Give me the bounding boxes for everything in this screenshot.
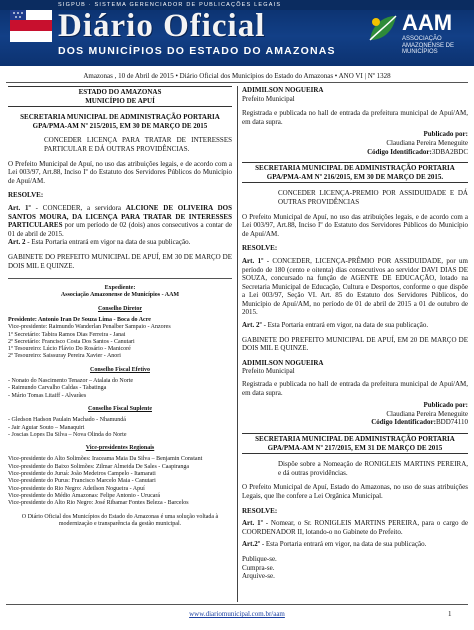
portaria-217-resolve: RESOLVE: bbox=[242, 506, 278, 515]
portaria-216-title: SECRETARIA MUNICIPAL DE ADMINISTRAÇÃO PORTARIA GPA/PMA-AM Nº 216/2015, EM 30 DE MARÇO DE 2015. bbox=[242, 162, 468, 183]
diretor-line: Presidente: Antonio Iran De Souza Lima - Boca do Acre bbox=[8, 316, 151, 323]
portaria-215-title: SECRETARIA MUNICIPAL DE ADMINISTRAÇÃO PORTARIA GPA/PMA-AM Nº 215/2015, EM 30 DE MARÇO DE 2015 bbox=[20, 113, 220, 130]
signature-1-role: Prefeito Municipal bbox=[242, 94, 295, 103]
aam-logo-acronym: AAM bbox=[402, 10, 453, 35]
edition-dateline: Amazonas , 10 de Abril de 2015 • Diário Oficial dos Municípios do Estado do Amazonas • ANO VI | Nº 1328 bbox=[83, 72, 391, 80]
closing-formula: Publique-se. bbox=[242, 554, 277, 563]
footer-note: O Diário Oficial dos Municípios do Estado do Amazonas é uma solução voltada à modernização e transparência da gestão municipal. bbox=[21, 513, 219, 527]
code-value: 3DBA2BDC bbox=[431, 147, 468, 156]
right-column bbox=[242, 86, 468, 581]
art1-rest: por um período de 02 (dois) anos consecutivos a contar de 01 de abril de 2015. bbox=[8, 221, 232, 238]
expediente-rule bbox=[8, 278, 232, 279]
signature-2-role: Prefeito Municipal bbox=[242, 367, 295, 376]
amazonas-flag-icon bbox=[10, 10, 52, 42]
art2-text: - Esta Portaria entrará em vigor, na data de sua publicação. bbox=[260, 540, 427, 549]
portaria-215-summary: CONCEDER LICENÇA PARA TRATAR DE INTERESSES PARTICULAR E DÁ OUTRAS PROVIDÊNCIAS. bbox=[44, 136, 232, 153]
code-label: Código Identificador: bbox=[371, 418, 436, 427]
portaria-215-resolve: RESOLVE: bbox=[8, 191, 44, 200]
art1-text: - CONCEDER, a servidora bbox=[30, 203, 126, 212]
page-number: 1 bbox=[448, 610, 452, 618]
portaria-217-body: O Prefeito Municipal de Apuí, Estado do Amazonas, no uso de suas atribuições Legais, que lhe confere a Lei Orgânica Municipal. bbox=[242, 483, 468, 500]
code-label: Código Identificador: bbox=[367, 147, 432, 156]
conselho-fiscal-efetivo-heading: Conselho Fiscal Efetivo bbox=[90, 366, 150, 373]
conselho-fiscal-suplente-heading: Conselho Fiscal Suplente bbox=[87, 405, 152, 412]
regional-line: Vice-presidente do Baixo Solimões: Zilmar Almeida De Sales - Caapiranga bbox=[8, 463, 190, 470]
art2-text: - Esta Portaria entrará em vigor na data de sua publicação. bbox=[25, 238, 191, 247]
fiscal-efetivo-line: - Nonato do Nascimento Tenazor – Atalaia do Norte bbox=[8, 378, 134, 385]
fiscal-efetivo-line: - Raimundo Carvalho Caldas - Tabatinga bbox=[8, 385, 107, 392]
portaria-216-resolve: RESOLVE: bbox=[242, 244, 278, 253]
closing-formulas bbox=[242, 555, 468, 581]
art1-label: Art. 1º bbox=[8, 203, 31, 212]
aam-leaf-icon bbox=[366, 12, 400, 46]
art1-text: - CONCEDER, LICENÇA-PRÊMIO POR ASSIDUIDADE, por um período de 180 (cento e oitenta) dias consecutivos ao servidor DAVI DIAS DE SOUZA, concursado na função de AGENTE DE EDUCAÇÃO, lotado na Secretaria Municipal de Educação, Cultura e Desportos, conforme o que dispõe a Lei 003/97, Seção VI. Art. 85 do Estatuto dos Servidores Públicos, do Município de Apuí/AM, no período de 01 de abril de 2015 a 01 de outubro de 2015. bbox=[242, 256, 468, 317]
aam-logo-subtitle: ASSOCIAÇÃO AMAZONENSE DE MUNICÍPIOS bbox=[402, 36, 455, 55]
publisher-2-code bbox=[242, 418, 468, 427]
portaria-216-closing: GABINETE DO PREFEITO MUNICIPAL DE APUÍ, EM 20 DE MARÇO DE DOIS MIL E QUINZE. bbox=[242, 335, 468, 353]
closing-formula: Arquive-se. bbox=[242, 572, 275, 581]
municipality-name: MUNICÍPIO DE APUÍ bbox=[85, 96, 155, 105]
regional-line: Vice-presidente do Médio Amazonas: Felipe Antonio - Urucará bbox=[8, 492, 161, 499]
art2-label: Art. 2 bbox=[8, 238, 26, 247]
fiscal-suplente-list bbox=[8, 417, 232, 439]
expediente-org: Associação Amazonense de Municípios - AAM bbox=[60, 292, 180, 299]
regional-line: Vice-presidente do Alto Rio Negro: José Ribamar Fontes Beleza - Barcelos bbox=[8, 500, 189, 507]
portaria-217-art1 bbox=[242, 519, 468, 536]
footer-rule bbox=[6, 604, 468, 605]
publisher-2-name: Claudiana Pereira Meneguite bbox=[386, 409, 468, 418]
fiscal-suplente-line: - Joscias Lopes Da Silva – Nova Olinda do Norte bbox=[8, 431, 127, 438]
portaria-217-art2 bbox=[242, 540, 468, 549]
signature-2-name: ADIMILSON NOGUEIRA bbox=[242, 358, 324, 367]
aam-logo bbox=[366, 4, 470, 62]
published-by-label-2: Publicado por: bbox=[423, 401, 468, 410]
diretor-line: 2º Secretário: Francisco Costa Dos Santos - Canutari bbox=[8, 338, 135, 345]
signature-1-name: ADIMILSON NOGUEIRA bbox=[242, 86, 324, 94]
dateline-rule bbox=[6, 82, 468, 83]
diretor-line: 1º Tesoureiro: Lúcio Flávio Do Rosário - Manicoré bbox=[8, 346, 131, 353]
art1-bold: ALCIONE DE OLIVEIRA DOS SANTOS MOURA, DA LICENÇA PARA TRATAR DE INTERESSES PARTICULARES bbox=[8, 203, 232, 230]
portaria-216-body: O Prefeito Municipal de Apuí, no uso das atribuições legais, e de acordo com a Lei 003/97, Art.88, Inciso Iº do Estatuto dos Servidores Públicos do Município de Apuí/AM. bbox=[242, 212, 468, 238]
expediente-label: Expediente: bbox=[104, 285, 136, 292]
regional-line: Vice-presidente do Rio Negro: Adeilson Nogueira - Apuí bbox=[8, 485, 145, 492]
fiscal-efetivo-list bbox=[8, 378, 232, 400]
fiscal-suplente-line: - Gledson Hadson Paulain Machado - Nhamundá bbox=[8, 417, 126, 424]
diretor-line: 2º Tesoureiro: Saissuray Pereira Xavier - Anori bbox=[8, 353, 121, 360]
regional-line: Vice-presidente do Purus: Francisco Marcelo Maia - Canutari bbox=[8, 478, 156, 485]
art2-label: Art.2º bbox=[242, 540, 261, 549]
portaria-217-summary: Dispõe sobre a Nomeação de RONIGLEIS MARTINS PEREIRA, e dá outras providências. bbox=[278, 460, 468, 477]
fiscal-suplente-line: - Jair Aguiar Souto – Manaquiri bbox=[8, 424, 85, 431]
portaria-216-art2 bbox=[242, 321, 468, 330]
column-separator bbox=[237, 86, 238, 602]
conselho-diretor-heading: Conselho Diretor bbox=[97, 305, 143, 312]
portaria-215-art2 bbox=[8, 238, 232, 247]
publication-title: Diário Oficial bbox=[58, 8, 266, 44]
publisher-1-name: Claudiana Pereira Meneguite bbox=[386, 138, 468, 147]
regionais-list bbox=[8, 456, 232, 507]
art2-label: Art. 2º bbox=[242, 321, 262, 330]
footer-website-link[interactable]: www.diariomunicipal.com.br/aam bbox=[189, 610, 285, 618]
published-by-label-1: Publicado por: bbox=[423, 130, 468, 139]
diretor-line: Vice-presidente: Raimundo Wanderlan Penalber Sampaio - Anzores bbox=[8, 324, 171, 331]
masthead bbox=[0, 0, 474, 66]
portaria-215-art1 bbox=[8, 204, 232, 238]
diretor-line: 1º Secretário: Tabira Ramos Dias Ferreira - Janai bbox=[8, 331, 126, 338]
closing-formula: Cumpra-se. bbox=[242, 563, 275, 572]
diretor-list bbox=[8, 317, 232, 361]
state-name: ESTADO DO AMAZONAS bbox=[78, 88, 162, 96]
signature-1-registration: Registrada e publicada no hall de entrada da prefeitura municipal de Apuí/AM, em data supra. bbox=[242, 109, 468, 126]
vice-regionais-heading: Vice-presidentes Regionais bbox=[85, 445, 155, 452]
regional-line: Vice-presidente do Juruá: João Medeiros Campelo - Itamarati bbox=[8, 471, 156, 478]
art1-text: - Nomear, o Sr. RONIGLEIS MARTINS PEREIRA, para o cargo de COORDENADOR II, lotando-o no Gabinete do Prefeito. bbox=[242, 519, 468, 536]
art2-text: - Esta Portaria entrará em vigor, na data de sua publicação. bbox=[261, 321, 429, 330]
publication-subtitle: DOS MUNICÍPIOS DO ESTADO DO AMAZONAS bbox=[58, 45, 336, 57]
left-column bbox=[8, 86, 232, 528]
code-value: BDD74110 bbox=[435, 418, 468, 427]
portaria-215-body: O Prefeito Municipal de Apuí, no uso das atribuições legais, e de acordo com a Lei 003/97, Art.88, Inciso Iº do Estatuto dos Servidores Públicos do Município de Apuí/AM. bbox=[8, 159, 232, 185]
portaria-216-summary: CONCEDER LICENÇA-PREMIO POR ASSIDUIDADE E DÁ OUTRAS PROVIDÊNCIAS bbox=[278, 189, 468, 206]
regional-line: Vice-presidente do Alto Solimões: Iraceama Maia Da Silva – Benjamin Constant bbox=[8, 456, 203, 463]
masthead-top-strip: SIGPUB · SISTEMA GERENCIADOR DE PUBLICAÇÕES LEGAIS bbox=[0, 0, 474, 10]
portaria-217-title: SECRETARIA MUNICIPAL DE ADMINISTRAÇÃO PORTARIA GPA/PMA-AM Nº 217/2015, EM 31 DE MARÇO DE 2015 bbox=[242, 433, 468, 454]
expediente-block bbox=[8, 285, 232, 313]
portaria-216-art1 bbox=[242, 257, 468, 317]
portaria-215-closing: GABINETE DO PREFEITO MUNICIPAL DE APUÍ, EM 30 DE MARÇO DE DOIS MIL E QUINZE. bbox=[8, 252, 232, 270]
state-heading bbox=[8, 86, 232, 107]
signature-2-registration: Registrada e publicada no hall de entrada da prefeitura municipal de Apuí/AM, em data supra. bbox=[242, 380, 468, 397]
art1-label: Art. 1º bbox=[242, 519, 263, 528]
art1-label: Art. 1º bbox=[242, 256, 264, 265]
fiscal-efetivo-line: - Mário Tomas Litaiff - Alvarães bbox=[8, 392, 87, 399]
publisher-1-code bbox=[242, 148, 468, 157]
